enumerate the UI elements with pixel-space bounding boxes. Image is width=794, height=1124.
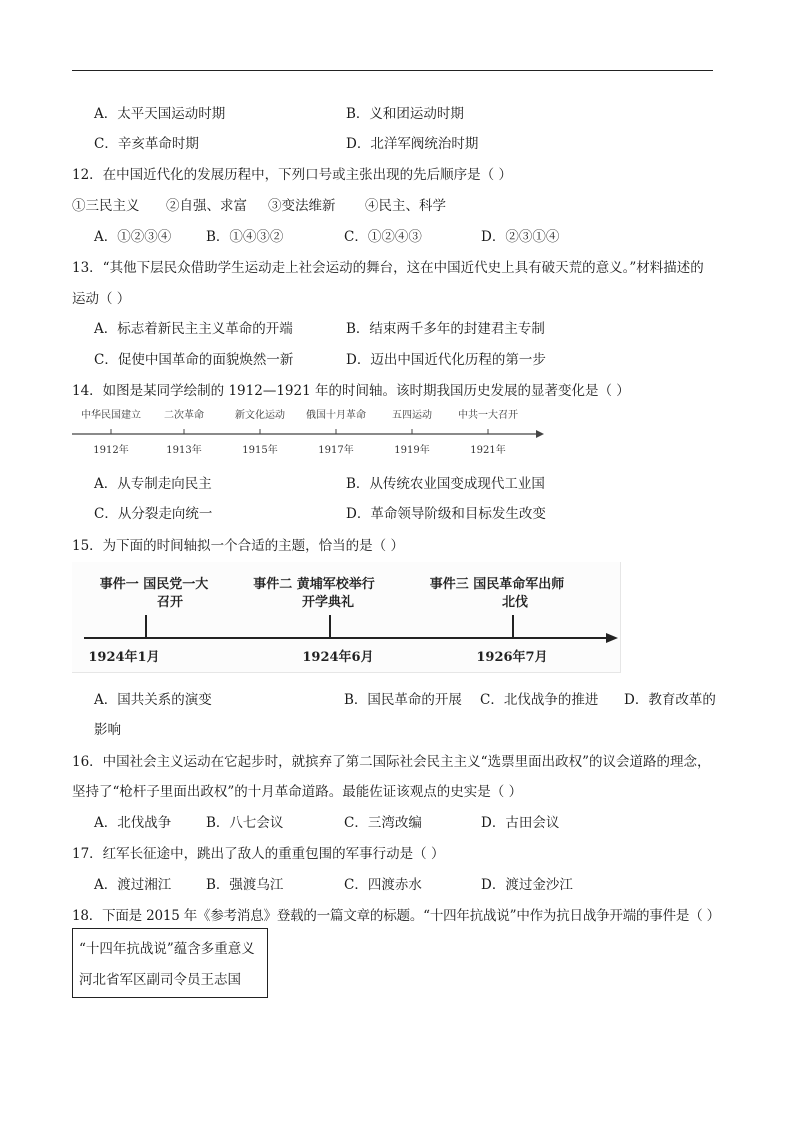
q15-option-d-wrap: 影响 [94, 722, 121, 738]
q16-stem-line2: 坚持了“枪杆子里面出政权”的十月革命道路。最能佐证该观点的史实是（ ） [72, 784, 523, 800]
q14-year-2: 1913年 [166, 445, 202, 456]
q16-option-a[interactable]: A．北伐战争 [94, 815, 172, 831]
q14-year-3: 1915年 [242, 445, 278, 456]
q14-event-1: 中华民国建立 [81, 410, 141, 421]
q14-option-c[interactable]: C．从分裂走向统一 [94, 506, 213, 522]
q18-headline-title: “十四年抗战说”蕴含多重意义 [79, 941, 255, 957]
q12-item-1: ①三民主义 [72, 198, 140, 214]
q14-year-4: 1917年 [318, 445, 354, 456]
q14-event-6: 中共一大召开 [458, 410, 518, 421]
q18-headline-author: 河北省军区副司令员王志国 [79, 972, 241, 988]
q16-option-d[interactable]: D．古田会议 [481, 815, 560, 831]
q15-event-3-line1: 事件三 国民革命军出师 [429, 577, 565, 592]
q12-option-b[interactable]: B．①④③② [206, 229, 284, 245]
q12-item-3: ③变法维新 [268, 198, 336, 214]
q16-option-b[interactable]: B．八七会议 [206, 815, 284, 831]
q14-option-b[interactable]: B．从传统农业国变成现代工业国 [346, 476, 545, 492]
q17-option-d[interactable]: D．渡过金沙江 [481, 877, 573, 893]
q13-option-c[interactable]: C．促使中国革命的面貌焕然一新 [94, 352, 294, 368]
q15-option-a[interactable]: A．国共关系的演变 [94, 692, 212, 708]
q14-event-3: 新文化运动 [235, 410, 285, 421]
q12-option-a[interactable]: A．①②③④ [94, 229, 172, 245]
q18-stem: 18．下面是 2015 年《参考消息》登载的一篇文章的标题。“十四年抗战说”中作为抗日战争开端的事件是（ ） [72, 908, 720, 924]
q12-option-d[interactable]: D．②③①④ [481, 229, 560, 245]
q14-option-d[interactable]: D．革命领导阶级和目标发生改变 [346, 506, 546, 522]
q12-option-c[interactable]: C．①②④③ [344, 229, 422, 245]
q15-option-c[interactable]: C．北伐战争的推进 [480, 692, 599, 708]
q14-event-2: 二次革命 [164, 410, 204, 421]
q15-date-3: 1926年7月 [476, 650, 548, 665]
q15-timeline-arrow [606, 633, 618, 643]
header-rule [72, 70, 713, 71]
q13-stem-line1: 13．“其他下层民众借助学生运动走上社会运动的舞台，这在中国近代史上具有破天荒的意义。”材料描述的 [72, 260, 704, 276]
q14-year-6: 1921年 [470, 445, 506, 456]
q12-item-2: ②自强、求富 [166, 198, 247, 214]
q15-option-d[interactable]: D．教育改革的 [624, 692, 716, 708]
q17-option-b[interactable]: B．强渡乌江 [206, 877, 284, 893]
q13-option-a[interactable]: A．标志着新民主主义革命的开端 [94, 321, 293, 337]
q16-option-c[interactable]: C．三湾改编 [344, 815, 422, 831]
q17-stem: 17．红军长征途中，跳出了敌人的重重包围的军事行动是（ ） [72, 846, 445, 862]
q15-event-1-line1: 事件一 国民党一大 [99, 577, 209, 592]
q15-event-2-line2: 开学典礼 [301, 595, 355, 610]
q14-stem: 14．如图是某同学绘制的 1912—1921 年的时间轴。该时期我国历史发展的显著变化是（ ） [72, 383, 630, 399]
q15-timeline [72, 562, 620, 672]
q15-stem: 15．为下面的时间轴拟一个合适的主题，恰当的是（ ） [72, 538, 404, 554]
q13-option-d[interactable]: D．迈出中国近代化历程的第一步 [346, 352, 546, 368]
q14-year-1: 1912年 [93, 445, 129, 456]
q17-option-a[interactable]: A．渡过湘江 [94, 877, 172, 893]
q14-timeline-arrow [536, 430, 544, 438]
q14-timeline [70, 405, 550, 461]
q13-option-b[interactable]: B．结束两千多年的封建君主专制 [346, 321, 545, 337]
q15-option-b[interactable]: B．国民革命的开展 [344, 692, 462, 708]
q15-event-3-line2: 北伐 [501, 595, 529, 610]
q11-option-c[interactable]: C．辛亥革命时期 [94, 136, 199, 152]
q15-timeline-panel [72, 562, 621, 673]
q11-option-a[interactable]: A．太平天国运动时期 [94, 106, 226, 122]
q15-date-2: 1924年6月 [302, 650, 374, 665]
q14-option-a[interactable]: A．从专制走向民主 [94, 476, 212, 492]
q11-option-b[interactable]: B．义和团运动时期 [346, 106, 464, 122]
q17-option-c[interactable]: C．四渡赤水 [344, 877, 422, 893]
q14-event-5: 五四运动 [392, 410, 432, 421]
q14-event-4: 俄国十月革命 [306, 410, 366, 421]
q14-year-5: 1919年 [394, 445, 430, 456]
q11-option-d[interactable]: D．北洋军阀统治时期 [346, 136, 479, 152]
q13-stem-line2: 运动（ ） [72, 291, 131, 307]
q16-stem-line1: 16．中国社会主义运动在它起步时，就摈弃了第二国际社会民主主义“选票里面出政权”的议会道路的理念， [72, 754, 711, 770]
q12-item-4: ④民主、科学 [365, 198, 446, 214]
q15-event-1-line2: 召开 [156, 595, 184, 610]
q12-stem: 12．在中国近代化的发展历程中，下列口号或主张出现的先后顺序是（ ） [72, 167, 512, 183]
q18-headline-box [72, 928, 268, 998]
q15-event-2-line1: 事件二 黄埔军校举行 [253, 577, 375, 592]
q15-date-1: 1924年1月 [88, 650, 160, 665]
